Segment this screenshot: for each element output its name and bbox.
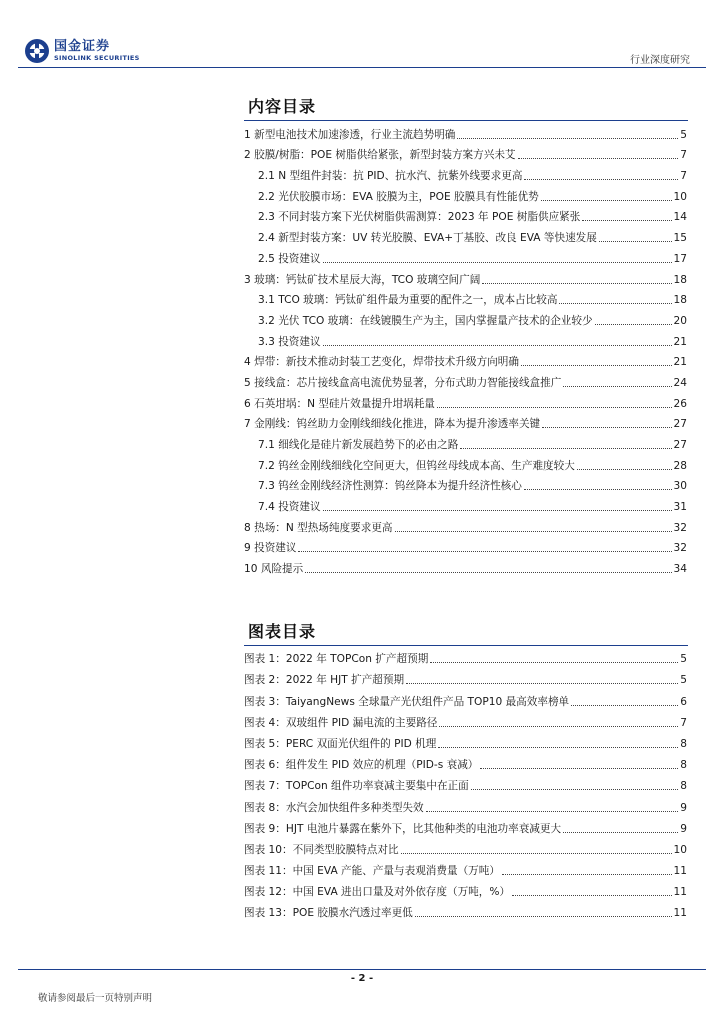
- toc-entry-page: 34: [673, 563, 687, 576]
- toc-entry-page: 32: [673, 521, 687, 534]
- figure-entry[interactable]: [244, 857, 687, 878]
- toc-entry-page: 14: [673, 211, 687, 224]
- toc-entry-text: 3 玻璃：钙钛矿技术星辰大海，TCO 玻璃空间广阔: [244, 273, 481, 286]
- toc-entry[interactable]: [244, 369, 687, 390]
- dot-leader: [524, 489, 672, 490]
- dot-leader: [518, 158, 679, 159]
- dot-leader: [305, 572, 671, 573]
- figure-entry-text: 图表 6：组件发生 PID 效应的机理（PID-s 衰减）: [244, 759, 479, 772]
- figure-entry-page: 9: [680, 822, 687, 835]
- toc-entry-page: 21: [673, 356, 687, 369]
- toc-entry-text: 7.4 投资建议: [258, 501, 321, 514]
- figure-entry[interactable]: [244, 793, 687, 814]
- toc-entry[interactable]: [244, 121, 687, 142]
- figure-entry[interactable]: [244, 751, 687, 772]
- figure-entry-page: 11: [673, 907, 687, 920]
- toc-entry-text: 1 新型电池技术加速渗透，行业主流趋势明确: [244, 128, 456, 141]
- toc-entry-page: 27: [673, 418, 687, 431]
- toc-entry-text: 2.2 光伏胶膜市场：EVA 胶膜为主，POE 胶膜具有性能优势: [258, 190, 539, 203]
- header-divider: [18, 67, 706, 68]
- figures-title: 图表目录: [248, 622, 317, 641]
- dot-leader: [395, 531, 672, 532]
- dot-leader: [512, 895, 671, 896]
- dot-leader: [482, 283, 671, 284]
- figure-entry-page: 5: [680, 653, 687, 666]
- toc-entry-page: 7: [680, 170, 687, 183]
- figure-entry-page: 11: [673, 865, 687, 878]
- contents-title: 内容目录: [248, 97, 317, 116]
- dot-leader: [426, 811, 679, 812]
- toc-entry-page: 7: [680, 149, 687, 162]
- toc-entry-page: 26: [673, 397, 687, 410]
- toc-entry[interactable]: [244, 142, 687, 163]
- toc-entry-page: 21: [673, 335, 687, 348]
- toc-entry-text: 7.2 钨丝金刚线细线化空间更大，但钨丝母线成本高、生产难度较大: [258, 459, 575, 472]
- figure-entry[interactable]: [244, 878, 687, 899]
- logo-chinese-name: 国金证券: [54, 39, 111, 55]
- toc-entry-text: 7.3 钨丝金刚线经济性测算：钨丝降本为提升经济性核心: [258, 480, 522, 493]
- company-logo: [24, 38, 140, 64]
- figure-entry-text: 图表 10：不同类型胶膜特点对比: [244, 843, 399, 856]
- toc-entry[interactable]: [244, 349, 687, 370]
- dot-leader: [460, 448, 671, 449]
- toc-entry[interactable]: [244, 224, 687, 245]
- toc-entry-page: 10: [673, 190, 687, 203]
- dot-leader: [559, 303, 671, 304]
- figure-entry-text: 图表 4：双玻组件 PID 漏电流的主要路径: [244, 716, 438, 729]
- dot-leader: [563, 832, 678, 833]
- toc-entry-text: 2.5 投资建议: [258, 252, 321, 265]
- toc-entry[interactable]: [244, 204, 687, 225]
- toc-entry[interactable]: [244, 287, 687, 308]
- toc-entry-text: 8 热场：N 型热场纯度要求更高: [244, 521, 393, 534]
- figure-entry-page: 5: [680, 674, 687, 687]
- figure-entry[interactable]: [244, 815, 687, 836]
- toc-entry-page: 28: [673, 459, 687, 472]
- toc-entry-text: 10 风险提示: [244, 563, 304, 576]
- figure-entry-page: 7: [680, 716, 687, 729]
- toc-entry-page: 17: [673, 252, 687, 265]
- figure-entry[interactable]: [244, 899, 687, 920]
- dot-leader: [577, 469, 672, 470]
- figure-entry-text: 图表 8：水汽会加快组件多种类型失效: [244, 801, 424, 814]
- toc-entry-page: 18: [673, 294, 687, 307]
- figure-entry[interactable]: [244, 687, 687, 708]
- toc-entry-page: 20: [673, 314, 687, 327]
- page-number: - 2 -: [350, 973, 374, 984]
- toc-entry[interactable]: [244, 307, 687, 328]
- toc-entry-page: 30: [673, 480, 687, 493]
- logo-english-name: SINOLINK SECURITIES: [54, 54, 140, 63]
- toc-entry-page: 24: [673, 376, 687, 389]
- toc-entry-text: 6 石英坩埚：N 型硅片效量提升坩埚耗量: [244, 397, 435, 410]
- report-type: 行业深度研究: [630, 55, 690, 66]
- figure-entry[interactable]: [244, 709, 687, 730]
- toc-entry-page: 15: [673, 232, 687, 245]
- toc-entry[interactable]: [244, 514, 687, 535]
- figure-entry[interactable]: [244, 645, 687, 666]
- toc-entry[interactable]: [244, 183, 687, 204]
- dot-leader: [298, 551, 671, 552]
- toc-entry[interactable]: [244, 555, 687, 576]
- figure-entry-text: 图表 1：2022 年 TOPCon 扩产超预期: [244, 653, 429, 666]
- toc-entry-text: 5 接线盒：芯片接线盒高电流优势显著，分布式助力智能接线盒推广: [244, 376, 562, 389]
- figure-entry[interactable]: [244, 772, 687, 793]
- dot-leader: [541, 200, 672, 201]
- toc-entry[interactable]: [244, 266, 687, 287]
- toc-entry-text: 2.3 不同封装方案下光伏树脂供需测算：2023 年 POE 树脂供应紧张: [258, 211, 581, 224]
- figure-entry[interactable]: [244, 666, 687, 687]
- figure-entry-page: 8: [680, 759, 687, 772]
- figure-entry-text: 图表 9：HJT 电池片暴露在紫外下，比其他种类的电池功率衰减更大: [244, 822, 562, 835]
- toc-entry-text: 9 投资建议: [244, 542, 297, 555]
- toc-entry-page: 31: [673, 501, 687, 514]
- dot-leader: [599, 241, 672, 242]
- toc-entry[interactable]: [244, 493, 687, 514]
- dot-leader: [439, 726, 678, 727]
- toc-entry-text: 2 胶膜/树脂：POE 树脂供给紧张，新型封装方案方兴未艾: [244, 149, 516, 162]
- dot-leader: [595, 324, 672, 325]
- figure-entry-page: 10: [673, 843, 687, 856]
- toc-entry[interactable]: [244, 390, 687, 411]
- figure-entry-text: 图表 13：POE 胶膜水汽透过率更低: [244, 907, 413, 920]
- toc-entry[interactable]: [244, 411, 687, 432]
- figure-entry-text: 图表 7：TOPCon 组件功率衰减主要集中在正面: [244, 780, 469, 793]
- toc-entry-page: 5: [680, 128, 687, 141]
- figure-entry-page: 11: [673, 886, 687, 899]
- toc-entry-text: 3.2 光伏 TCO 玻璃：在线镀膜生产为主，国内掌握量产技术的企业较少: [258, 314, 593, 327]
- toc-entry-text: 2.4 新型封装方案：UV 转光胶膜、EVA+丁基胶、改良 EVA 等快速发展: [258, 232, 597, 245]
- figures-list: [244, 645, 687, 920]
- contents-list: [244, 121, 687, 576]
- toc-entry[interactable]: [244, 473, 687, 494]
- page-header: [0, 0, 724, 72]
- figure-entry-text: 图表 11：中国 EVA 产能、产量与表观消费量（万吨）: [244, 865, 500, 878]
- dot-leader: [323, 345, 672, 346]
- dot-leader: [438, 747, 678, 748]
- figure-entry-text: 图表 2：2022 年 HJT 扩产超预期: [244, 674, 405, 687]
- dot-leader: [521, 365, 672, 366]
- dot-leader: [457, 138, 678, 139]
- toc-entry-text: 3.3 投资建议: [258, 335, 321, 348]
- toc-entry-page: 18: [673, 273, 687, 286]
- figure-entry[interactable]: [244, 730, 687, 751]
- toc-entry[interactable]: [244, 452, 687, 473]
- figure-entry-page: 6: [680, 695, 687, 708]
- figure-entry-text: 图表 3：TaiyangNews 全球量产光伏组件产品 TOP10 最高效率榜单: [244, 695, 570, 708]
- footer-divider: [18, 969, 706, 970]
- dot-leader: [323, 510, 672, 511]
- dot-leader: [571, 705, 678, 706]
- dot-leader: [563, 386, 671, 387]
- toc-entry[interactable]: [244, 328, 687, 349]
- figure-entry-page: 8: [680, 737, 687, 750]
- dot-leader: [524, 179, 678, 180]
- toc-entry-page: 27: [673, 439, 687, 451]
- dot-leader: [502, 874, 672, 875]
- toc-entry[interactable]: [244, 245, 687, 266]
- dot-leader: [323, 262, 672, 263]
- toc-entry-text: 7.1 细线化是硅片新发展趋势下的必由之路: [258, 439, 459, 451]
- toc-entry[interactable]: [244, 535, 687, 556]
- dot-leader: [582, 220, 671, 221]
- figure-entry-page: 8: [680, 780, 687, 793]
- dot-leader: [480, 768, 678, 769]
- figure-entry-text: 图表 12：中国 EVA 进出口量及对外依存度（万吨，%）: [244, 886, 511, 899]
- dot-leader: [415, 916, 672, 917]
- dot-leader: [437, 407, 672, 408]
- dot-leader: [471, 789, 678, 790]
- toc-entry[interactable]: [244, 431, 687, 452]
- dot-leader: [401, 853, 672, 854]
- dot-leader: [430, 662, 678, 663]
- figure-entry[interactable]: [244, 836, 687, 857]
- dot-leader: [406, 683, 678, 684]
- footer-disclaimer: 敬请参阅最后一页特别声明: [38, 993, 153, 1004]
- figure-entry-text: 图表 5：PERC 双面光伏组件的 PID 机理: [244, 737, 437, 750]
- toc-entry-text: 3.1 TCO 玻璃：钙钛矿组件最为重要的配件之一，成本占比较高: [258, 294, 558, 307]
- figure-entry-page: 9: [680, 801, 687, 814]
- toc-entry-text: 4 焊带：新技术推动封装工艺变化，焊带技术升级方向明确: [244, 356, 519, 369]
- toc-entry-page: 32: [673, 542, 687, 555]
- toc-entry-text: 2.1 N 型组件封装：抗 PID、抗水汽、抗紫外线要求更高: [258, 170, 523, 183]
- dot-leader: [542, 427, 671, 428]
- sinolink-logo-icon: [24, 38, 50, 64]
- toc-entry-text: 7 金刚线：钨丝助力金刚线细线化推进，降本为提升渗透率关键: [244, 418, 541, 431]
- toc-entry[interactable]: [244, 162, 687, 183]
